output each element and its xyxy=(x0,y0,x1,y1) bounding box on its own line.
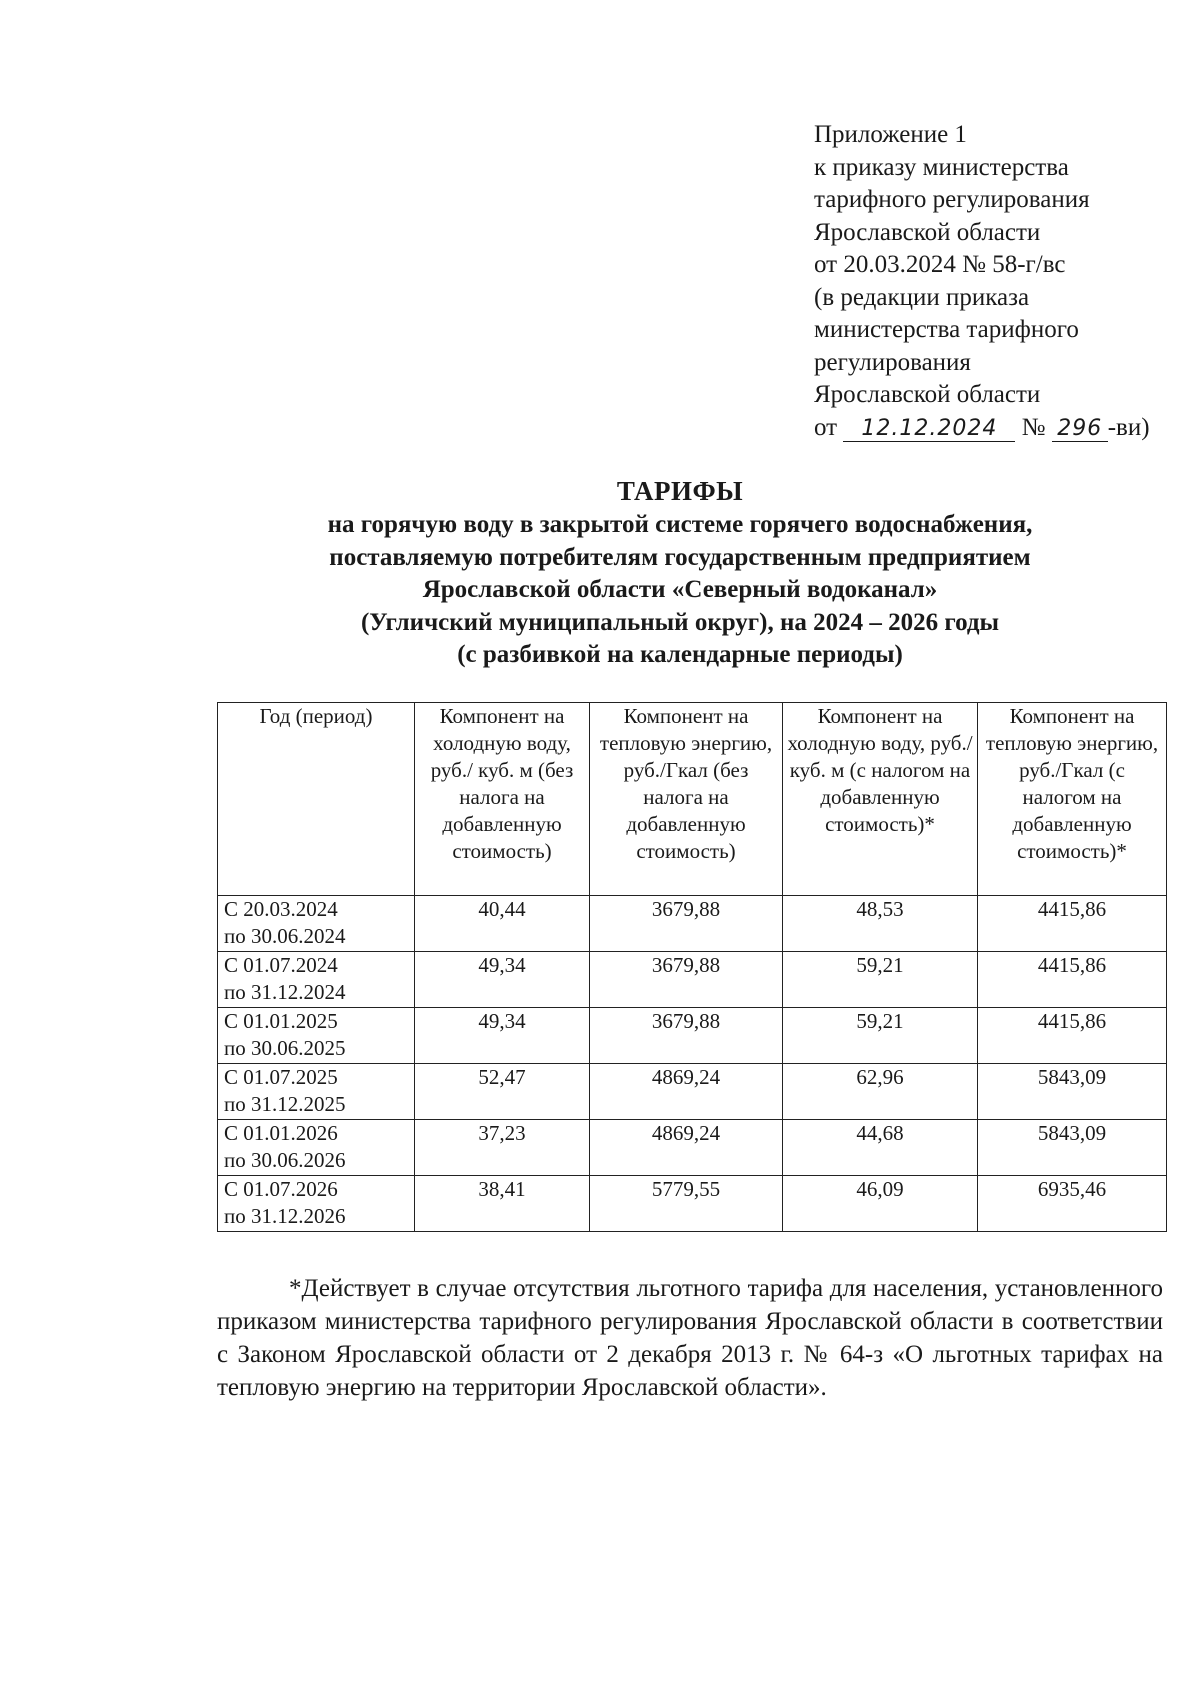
title-subline: поставляемую потребителям государственным предприятием xyxy=(329,543,1031,571)
period-to: по 31.12.2024 xyxy=(224,980,346,1004)
cold-no-vat-cell: 40,44 xyxy=(415,896,590,952)
header-cold-no-vat: Компонент на холодную воду, руб./ куб. м (без налога на добавленную стоимость) xyxy=(415,703,590,896)
period-from: С 01.01.2025 xyxy=(224,1009,338,1033)
period-to: по 30.06.2024 xyxy=(224,924,346,948)
number-sign: № xyxy=(1015,413,1052,441)
heat-no-vat-cell: 3679,88 xyxy=(590,952,783,1008)
title-subline: на горячую воду в закрытой системе горячего водоснабжения, xyxy=(327,511,1033,538)
appendix-line: от 20.03.2024 № 58-г/вс xyxy=(814,251,1066,278)
appendix-line: министерства тарифного xyxy=(814,316,1079,343)
handwritten-number: 296 xyxy=(1052,417,1108,442)
cold-vat-cell: 44,68 xyxy=(783,1120,978,1176)
edition-prefix: от xyxy=(814,413,844,441)
period-cell xyxy=(218,1008,415,1064)
cold-no-vat-cell: 52,47 xyxy=(415,1064,590,1120)
appendix-edition-line xyxy=(814,412,1174,445)
appendix-block xyxy=(814,119,1174,444)
period-cell xyxy=(218,896,415,952)
period-to: по 30.06.2025 xyxy=(224,1036,346,1060)
title-subline: Ярославской области «Северный водоканал» xyxy=(422,576,938,603)
heat-vat-cell: 4415,86 xyxy=(978,952,1167,1008)
cold-no-vat-cell: 38,41 xyxy=(415,1176,590,1232)
cold-vat-cell: 46,09 xyxy=(783,1176,978,1232)
appendix-line: Ярославской области xyxy=(814,381,1041,408)
period-cell xyxy=(218,1064,415,1120)
heat-no-vat-cell: 4869,24 xyxy=(590,1120,783,1176)
cold-no-vat-cell: 49,34 xyxy=(415,1008,590,1064)
heat-vat-cell: 5843,09 xyxy=(978,1064,1167,1120)
table-row xyxy=(218,952,1167,1008)
title-main: ТАРИФЫ xyxy=(616,476,744,506)
heat-vat-cell: 6935,46 xyxy=(978,1176,1167,1232)
document-title xyxy=(200,473,1160,672)
cold-vat-cell: 62,96 xyxy=(783,1064,978,1120)
edition-suffix: -ви) xyxy=(1107,413,1150,441)
cold-vat-cell: 48,53 xyxy=(783,896,978,952)
table-row xyxy=(218,896,1167,952)
cold-vat-cell: 59,21 xyxy=(783,1008,978,1064)
heat-no-vat-cell: 5779,55 xyxy=(590,1176,783,1232)
heat-vat-cell: 4415,86 xyxy=(978,1008,1167,1064)
cold-no-vat-cell: 37,23 xyxy=(415,1120,590,1176)
cold-vat-cell: 59,21 xyxy=(783,952,978,1008)
period-from: С 01.07.2025 xyxy=(224,1065,338,1089)
period-from: С 01.07.2024 xyxy=(224,953,338,977)
heat-vat-cell: 4415,86 xyxy=(978,896,1167,952)
period-to: по 31.12.2025 xyxy=(224,1092,346,1116)
appendix-line: (в редакции приказа xyxy=(814,283,1030,311)
header-period: Год (период) xyxy=(218,703,415,896)
title-subline: (с разбивкой на календарные периоды) xyxy=(457,641,903,668)
tariffs-table xyxy=(217,702,1167,1232)
appendix-line: к приказу министерства xyxy=(814,153,1069,181)
appendix-line: тарифного регулирования xyxy=(814,186,1090,213)
appendix-line: Приложение 1 xyxy=(814,121,967,148)
table-row xyxy=(218,1064,1167,1120)
table-row xyxy=(218,1120,1167,1176)
cold-no-vat-cell: 49,34 xyxy=(415,952,590,1008)
period-cell xyxy=(218,1120,415,1176)
period-cell xyxy=(218,1176,415,1232)
appendix-line: Ярославской области xyxy=(814,218,1041,246)
appendix-line: регулирования xyxy=(814,348,971,376)
period-from: С 20.03.2024 xyxy=(224,897,338,921)
heat-no-vat-cell: 4869,24 xyxy=(590,1064,783,1120)
handwritten-date: 12.12.2024 xyxy=(843,417,1015,442)
title-subline: (Угличский муниципальный округ), на 2024 – 2026 годы xyxy=(360,608,1000,636)
period-cell xyxy=(218,952,415,1008)
table-header-row xyxy=(218,703,1167,896)
header-heat-vat: Компонент на тепловую энергию, руб./Гкал (с налогом на добавленную стоимость)* xyxy=(978,703,1167,896)
period-to: по 30.06.2026 xyxy=(224,1148,346,1172)
heat-no-vat-cell: 3679,88 xyxy=(590,896,783,952)
period-from: С 01.07.2026 xyxy=(224,1177,338,1201)
heat-no-vat-cell: 3679,88 xyxy=(590,1008,783,1064)
header-cold-vat: Компонент на холодную воду, руб./ куб. м (с налогом на добавленную стоимость)* xyxy=(783,703,978,896)
table-row xyxy=(218,1176,1167,1232)
period-to: по 31.12.2026 xyxy=(224,1204,346,1228)
footnote: *Действует в случае отсутствия льготного тарифа для населения, установленного приказом министерства тарифного регулирования Ярославской области в соответствии с Законом Ярославской области от 2 декабря 2013 г. № 64-з «О льготных тарифах на тепловую энергию на территории Ярославской области». xyxy=(217,1275,1163,1401)
heat-vat-cell: 5843,09 xyxy=(978,1120,1167,1176)
period-from: С 01.01.2026 xyxy=(224,1121,338,1145)
table-row xyxy=(218,1008,1167,1064)
header-heat-no-vat: Компонент на тепловую энергию, руб./Гкал (без налога на добавленную стоимость) xyxy=(590,703,783,896)
